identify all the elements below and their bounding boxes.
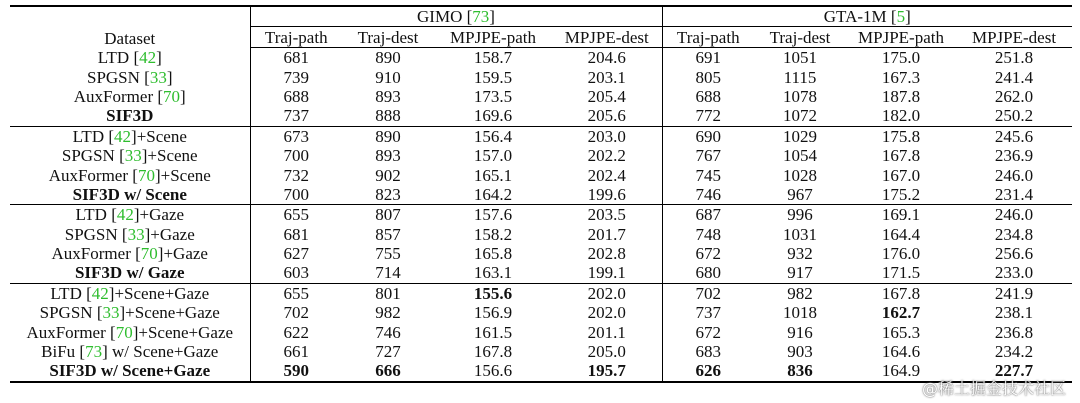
metric-cell: 1054 [783, 146, 817, 166]
citation[interactable]: 42 [139, 47, 157, 67]
table-row [10, 225, 1072, 244]
metric-cell: 888 [375, 106, 401, 126]
method-label: SIF3D [106, 106, 154, 126]
method-suffix: w/ Scene+Gaze [107, 342, 219, 362]
metric-cell: 902 [375, 165, 401, 185]
metric-cell: 241.9 [956, 283, 1072, 303]
metric-cell: 199.1 [552, 263, 662, 283]
metric-cell: 164.2 [473, 184, 513, 204]
table-block [10, 283, 1072, 381]
metric-cell: 1028 [783, 165, 817, 185]
metric-cell: 801 [342, 283, 434, 303]
citation[interactable]: 70 [163, 86, 181, 106]
metric-cell: 672 [695, 322, 721, 342]
metric-cell: 661 [283, 342, 309, 362]
metric-cell: 182.0 [881, 106, 921, 126]
metric-cell: 187.8 [881, 86, 921, 106]
metric-cell: 167.8 [881, 146, 921, 166]
citation[interactable]: 42 [114, 126, 132, 146]
metric-cell: 688 [283, 86, 309, 106]
metric-cell: 162.7 [881, 303, 921, 323]
method-name: AuxFormer [70]+Scene [10, 165, 250, 184]
metric-cell: 234.2 [994, 342, 1034, 362]
metric-cell: 823 [375, 184, 401, 204]
metric-cell: 245.6 [956, 126, 1072, 146]
metric-cell: 893 [375, 86, 401, 106]
table-row [10, 205, 1072, 225]
metric-cell: 175.2 [881, 184, 921, 204]
method-label: SPGSN [39, 303, 97, 323]
method-name: SPGSN [33]+Scene+Gaze [10, 303, 250, 322]
metric-cell: 201.7 [552, 225, 662, 244]
column-header: Traj-dest [754, 27, 846, 48]
metric-cell: 700 [283, 146, 309, 166]
metric-cell: 155.6 [434, 283, 552, 303]
table-row [10, 48, 1072, 68]
table-row [10, 263, 1072, 283]
method-suffix: +Scene+Gaze [125, 303, 220, 323]
metric-cell: 1115 [783, 67, 817, 87]
metric-cell: 727 [375, 342, 401, 362]
column-header: MPJPE-path [846, 27, 956, 48]
metric-cell: 655 [250, 283, 342, 303]
metric-cell: 158.2 [473, 224, 513, 244]
citation[interactable]: 70 [115, 322, 133, 342]
method-label: SPGSN [86, 67, 145, 87]
metric-cell: 158.7 [473, 48, 513, 68]
method-label: LTD [50, 283, 87, 303]
method-suffix: +Scene [147, 146, 198, 166]
metric-cell: 165.1 [473, 165, 513, 185]
citation[interactable]: 42 [91, 283, 109, 303]
method-label: LTD [75, 205, 112, 225]
metric-cell: 167.0 [881, 165, 921, 185]
metric-cell: 256.6 [994, 244, 1034, 264]
watermark: @稀土掘金技术社区 [921, 379, 1066, 398]
metric-cell: 238.1 [994, 303, 1034, 323]
table-row [10, 185, 1072, 205]
metric-cell: 227.7 [956, 361, 1072, 381]
metric-cell: 165.8 [473, 244, 513, 264]
method-name: SPGSN [33] [10, 67, 250, 86]
metric-cell: 173.5 [473, 86, 513, 106]
metric-cell: 169.6 [473, 106, 513, 126]
table-row [10, 67, 1072, 86]
metric-cell: 691 [695, 48, 721, 68]
metric-cell: 836 [754, 361, 846, 381]
metric-cell: 737 [695, 303, 721, 323]
metric-cell: 917 [787, 263, 813, 283]
citation[interactable]: 5 [896, 7, 906, 26]
metric-cell: 932 [787, 244, 813, 264]
method-label: LTD [72, 126, 109, 146]
metric-cell: 739 [283, 67, 309, 87]
metric-cell: 767 [695, 146, 721, 166]
metric-cell: 171.5 [881, 263, 921, 283]
metric-cell: 680 [695, 263, 721, 283]
metric-cell: 627 [283, 244, 309, 264]
results-table [10, 5, 1072, 383]
table-row [10, 303, 1072, 322]
column-header: MPJPE-path [434, 27, 552, 48]
column-header: Traj-dest [342, 27, 434, 48]
method-name: BiFu [73] w/ Scene+Gaze [10, 342, 250, 361]
method-suffix: +Scene+Gaze [114, 283, 210, 303]
metric-cell: 1031 [783, 224, 817, 244]
method-suffix: +Gaze [139, 205, 185, 225]
metric-cell: 681 [283, 48, 309, 68]
metric-cell: 748 [695, 224, 721, 244]
metric-cell: 702 [662, 283, 754, 303]
metric-cell: 236.9 [994, 146, 1034, 166]
table-row [10, 342, 1072, 361]
metric-cell: 156.6 [434, 361, 552, 381]
metric-cell: 175.8 [846, 126, 956, 146]
citation[interactable]: 70 [140, 244, 158, 264]
metric-cell: 590 [250, 361, 342, 381]
column-header: Traj-path [662, 27, 754, 48]
method-suffix: +Gaze [150, 224, 195, 244]
table-row [10, 106, 1072, 126]
method-name: LTD [42]+Scene+Gaze [10, 283, 250, 303]
results-table-wrapper [10, 5, 1072, 383]
method-label: AuxFormer [73, 86, 158, 106]
metric-cell: 857 [375, 224, 401, 244]
metric-cell: 203.0 [552, 126, 662, 146]
citation[interactable]: 33 [127, 224, 145, 244]
metric-cell: 156.4 [434, 126, 552, 146]
metric-cell: 746 [695, 184, 721, 204]
method-label: SPGSN [61, 146, 120, 166]
method-name: LTD [42]+Gaze [10, 205, 250, 225]
metric-cell: 251.8 [994, 48, 1034, 68]
method-name: SPGSN [33]+Scene [10, 146, 250, 165]
method-name [10, 106, 250, 126]
method-label: SIF3D w/ Scene+Gaze [49, 361, 211, 381]
table-row [10, 322, 1072, 341]
metric-cell: 205.4 [552, 87, 662, 106]
metric-cell: 231.4 [994, 184, 1034, 204]
metric-cell: 622 [283, 322, 309, 342]
method-label: BiFu [41, 342, 80, 362]
method-name [10, 185, 250, 205]
header-group-row [10, 6, 1072, 27]
metric-cell: 700 [283, 184, 309, 204]
method-label: SIF3D w/ Scene [72, 184, 187, 204]
metric-cell: 982 [375, 303, 401, 323]
table-row [10, 283, 1072, 303]
metric-cell: 157.0 [473, 146, 513, 166]
metric-cell: 167.8 [473, 342, 513, 362]
method-label: AuxFormer [51, 244, 136, 264]
metric-cell: 714 [375, 263, 401, 283]
group-header-gta: GTA-1M [5] [662, 6, 1072, 27]
column-header: MPJPE-dest [956, 27, 1072, 48]
column-header: MPJPE-dest [552, 27, 662, 48]
metric-cell: 893 [375, 146, 401, 166]
metric-cell: 655 [250, 205, 342, 225]
dataset-header: Dataset [10, 6, 250, 48]
metric-cell: 159.5 [473, 67, 513, 87]
metric-cell: 203.5 [552, 205, 662, 225]
metric-cell: 1051 [783, 48, 817, 68]
metric-cell: 1029 [754, 126, 846, 146]
metric-cell: 681 [283, 224, 309, 244]
metric-cell: 807 [342, 205, 434, 225]
metric-cell: 205.0 [552, 342, 662, 361]
metric-cell: 156.9 [473, 303, 513, 323]
metric-cell: 167.8 [846, 283, 956, 303]
metric-cell: 205.6 [552, 106, 662, 126]
method-label: AuxFormer [26, 322, 111, 342]
metric-cell: 1018 [783, 303, 817, 323]
metric-cell: 176.0 [881, 244, 921, 264]
metric-cell: 236.8 [994, 322, 1034, 342]
metric-cell: 982 [754, 283, 846, 303]
metric-cell: 916 [787, 322, 813, 342]
metric-cell: 195.7 [552, 361, 662, 381]
metric-cell: 250.2 [994, 106, 1034, 126]
metric-cell: 903 [787, 342, 813, 362]
method-label: SPGSN [64, 224, 122, 244]
citation[interactable]: 33 [149, 67, 167, 87]
metric-cell: 164.4 [881, 224, 921, 244]
column-header: Traj-path [250, 27, 342, 48]
metric-cell: 202.0 [552, 303, 662, 322]
method-label: AuxFormer [48, 165, 133, 185]
metric-cell: 246.0 [956, 205, 1072, 225]
metric-cell: 202.4 [552, 165, 662, 184]
metric-cell: 746 [375, 322, 401, 342]
metric-cell: 666 [342, 361, 434, 381]
metric-cell: 805 [695, 67, 721, 87]
method-name [10, 263, 250, 283]
citation[interactable]: 73 [472, 7, 490, 26]
metric-cell: 603 [283, 263, 309, 283]
method-name: AuxFormer [70] [10, 87, 250, 106]
metric-cell: 201.1 [552, 322, 662, 341]
metric-cell: 755 [375, 244, 401, 264]
table-block [10, 126, 1072, 205]
citation[interactable]: 73 [85, 342, 103, 362]
metric-cell: 996 [754, 205, 846, 225]
metric-cell: 165.3 [881, 322, 921, 342]
method-suffix: +Scene+Gaze [138, 322, 234, 342]
metric-cell: 246.0 [994, 165, 1034, 185]
metric-cell: 687 [662, 205, 754, 225]
metric-cell: 203.1 [552, 67, 662, 86]
metric-cell: 910 [375, 67, 401, 87]
metric-cell: 737 [283, 106, 309, 126]
metric-cell: 890 [375, 48, 401, 68]
metric-cell: 169.1 [846, 205, 956, 225]
table-row [10, 146, 1072, 165]
method-name: LTD [42] [10, 48, 250, 68]
method-label: LTD [97, 47, 134, 67]
metric-cell: 732 [283, 165, 309, 185]
metric-cell: 202.2 [552, 146, 662, 165]
method-name: SPGSN [33]+Gaze [10, 225, 250, 244]
citation[interactable]: 70 [137, 165, 155, 185]
metric-cell: 202.0 [552, 283, 662, 303]
table-row [10, 244, 1072, 263]
metric-cell: 683 [695, 342, 721, 362]
method-suffix: +Gaze [163, 244, 208, 264]
table-row [10, 361, 1072, 381]
method-name: AuxFormer [70]+Scene+Gaze [10, 322, 250, 341]
method-suffix: +Scene [136, 126, 187, 146]
metric-cell: 890 [342, 126, 434, 146]
metric-cell: 202.8 [552, 244, 662, 263]
method-label: SIF3D w/ Gaze [74, 263, 185, 283]
metric-cell: 745 [695, 165, 721, 185]
metric-cell: 233.0 [994, 263, 1034, 283]
metric-cell: 626 [662, 361, 754, 381]
metric-cell: 688 [695, 86, 721, 106]
metric-cell: 161.5 [473, 322, 513, 342]
method-name: AuxFormer [70]+Gaze [10, 244, 250, 263]
method-name [10, 361, 250, 381]
metric-cell: 164.9 [846, 361, 956, 381]
metric-cell: 672 [695, 244, 721, 264]
metric-cell: 241.4 [994, 67, 1034, 87]
citation[interactable]: 42 [116, 205, 134, 225]
metric-cell: 204.6 [552, 48, 662, 68]
metric-cell: 702 [283, 303, 309, 323]
metric-cell: 1078 [783, 86, 817, 106]
metric-cell: 234.8 [994, 224, 1034, 244]
citation[interactable]: 33 [102, 303, 120, 323]
table-block [10, 205, 1072, 284]
group-header-gimo: GIMO [73] [250, 6, 662, 27]
table-row [10, 87, 1072, 106]
metric-cell: 164.6 [881, 342, 921, 362]
table-row [10, 126, 1072, 146]
metric-cell: 157.6 [434, 205, 552, 225]
metric-cell: 772 [695, 106, 721, 126]
metric-cell: 1072 [783, 106, 817, 126]
citation[interactable]: 33 [124, 146, 142, 166]
metric-cell: 199.6 [552, 185, 662, 205]
table-block [10, 48, 1072, 127]
metric-cell: 690 [662, 126, 754, 146]
metric-cell: 673 [250, 126, 342, 146]
metric-cell: 967 [787, 184, 813, 204]
metric-cell: 167.3 [881, 67, 921, 87]
metric-cell: 262.0 [994, 86, 1034, 106]
method-suffix: +Scene [160, 165, 211, 185]
table-row [10, 165, 1072, 184]
metric-cell: 175.0 [881, 48, 921, 68]
metric-cell: 163.1 [473, 263, 513, 283]
method-name: LTD [42]+Scene [10, 126, 250, 146]
